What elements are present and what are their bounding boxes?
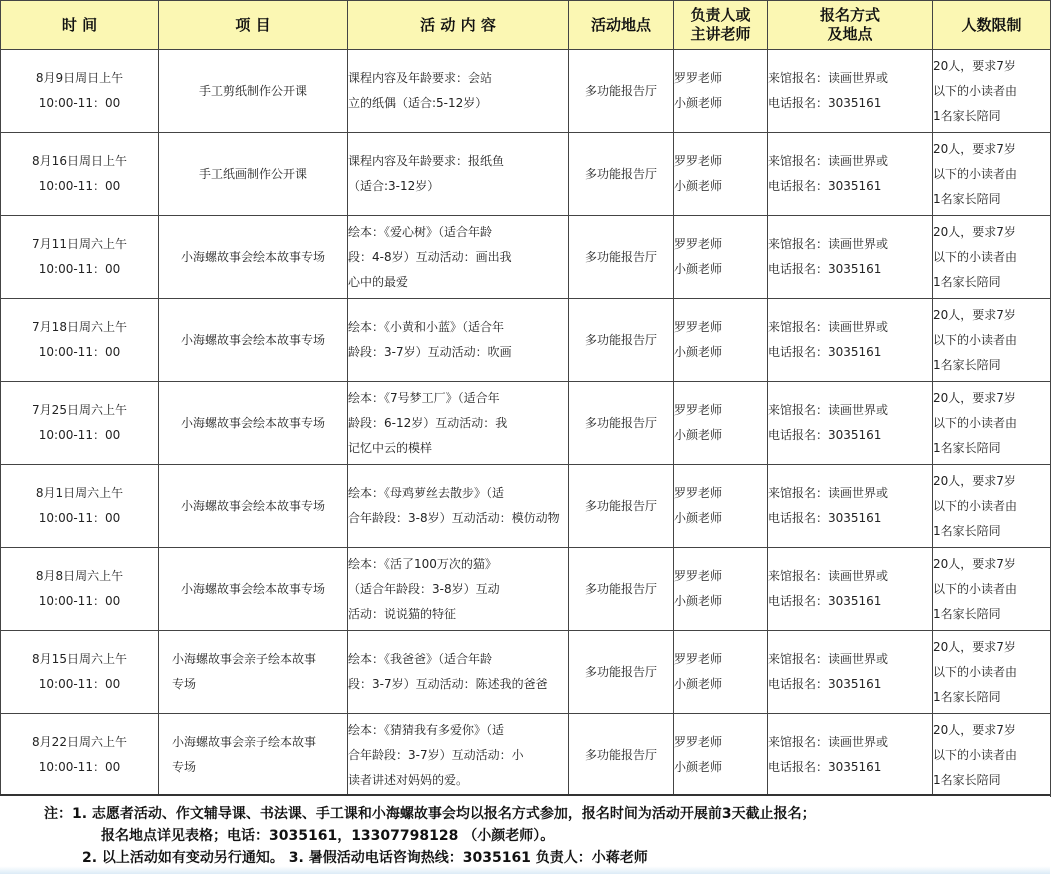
- cell-time-line: 10:00-11：00: [38, 594, 121, 608]
- cell-place: 多功能报告厅: [569, 631, 674, 714]
- cell-item: [159, 631, 348, 714]
- cell-content-line: 段：3-7岁）互动活动：陈述我: [348, 677, 512, 691]
- table-row: [1, 299, 1051, 382]
- cell-teacher: [674, 133, 768, 216]
- header-time: 时 间: [1, 1, 159, 50]
- cell-content-line: 龄段：6-12岁）互动活动：我: [348, 415, 508, 430]
- cell-time-line: 10:00-11：00: [38, 179, 121, 193]
- cell-content-line: 龄段：3-7岁）互动活动：吹画: [348, 345, 512, 359]
- cell-content: [348, 299, 569, 382]
- cell-content-line: 绘本：《爱心树》（适合年龄: [348, 224, 493, 239]
- cell-teacher-line: 小颜老师: [674, 179, 723, 193]
- cell-time-line: 8月9日周日上午: [35, 71, 124, 85]
- cell-content: [348, 465, 569, 548]
- cell-time-line: 10:00-11：00: [38, 262, 121, 276]
- cell-item: [159, 216, 348, 299]
- cell-teacher: [674, 548, 768, 631]
- cell-teacher: [674, 714, 768, 797]
- header-place: 活动地点: [569, 1, 674, 50]
- cell-signup: [768, 50, 933, 133]
- cell-content-line: （适合年龄段：3-8岁）互动: [348, 581, 500, 596]
- cell-limit-line: 20人，要求7岁: [933, 307, 1016, 322]
- cell-limit-line: 20人，要求7岁: [933, 58, 1016, 73]
- header-signup-line1: 报名方式: [819, 6, 880, 24]
- cell-time-line: 10:00-11：00: [38, 511, 121, 525]
- cell-teacher: [674, 631, 768, 714]
- cell-limit-line: 以下的小读者由: [933, 664, 1018, 679]
- cell-signup: [768, 714, 933, 797]
- cell-place: 多功能报告厅: [569, 548, 674, 631]
- cell-content-line: 绘本：《猜猜我有多爱你》（适: [348, 722, 505, 737]
- cell-place: 多功能报告厅: [569, 465, 674, 548]
- cell-content: [348, 382, 569, 465]
- cell-signup-line: 电话报名：3035161: [768, 345, 882, 359]
- table-row: [1, 50, 1051, 133]
- cell-item-line: 专场: [172, 677, 197, 691]
- cell-limit: [933, 465, 1051, 548]
- cell-signup-line: 来馆报名：读画世界或: [768, 154, 889, 168]
- cell-content: [348, 216, 569, 299]
- cell-teacher-line: 小颜老师: [674, 96, 723, 110]
- cell-time-line: 10:00-11：00: [38, 760, 121, 774]
- header-signup-line2: 及地点: [827, 25, 873, 43]
- cell-teacher: [674, 299, 768, 382]
- cell-limit-line: 1名家长陪同: [933, 523, 1001, 538]
- cell-item: [159, 382, 348, 465]
- cell-signup-line: 电话报名：3035161: [768, 594, 882, 608]
- cell-place: 多功能报告厅: [569, 216, 674, 299]
- cell-limit-line: 20人，要求7岁: [933, 639, 1016, 654]
- cell-item-line: 小海螺故事会亲子绘本故事: [172, 735, 317, 749]
- cell-limit-line: 20人，要求7岁: [933, 473, 1016, 488]
- cell-limit-line: 以下的小读者由: [933, 332, 1018, 347]
- table-row: [1, 465, 1051, 548]
- cell-teacher-line: 小颜老师: [674, 511, 723, 525]
- cell-time-line: 8月16日周日上午: [32, 154, 127, 168]
- cell-signup-line: 电话报名：3035161: [768, 428, 882, 442]
- cell-limit-line: 以下的小读者由: [933, 249, 1018, 264]
- cell-limit: [933, 133, 1051, 216]
- cell-teacher-line: 小颜老师: [674, 677, 723, 691]
- cell-teacher: [674, 50, 768, 133]
- cell-limit-line: 1名家长陪同: [933, 689, 1001, 704]
- cell-content-line: 合年龄段：3-7岁）互动活动：小: [348, 747, 524, 762]
- cell-content-line: 的爸爸: [511, 677, 548, 691]
- cell-limit-line: 1名家长陪同: [933, 357, 1001, 372]
- cell-limit-line: 以下的小读者由: [933, 83, 1018, 98]
- cell-signup-line: 电话报名：3035161: [768, 760, 882, 774]
- cell-time-line: 8月15日周六上午: [32, 652, 127, 666]
- cell-limit-line: 1名家长陪同: [933, 606, 1001, 621]
- cell-content-line: 课程内容及年龄要求：报纸鱼: [348, 154, 505, 168]
- table-row: [1, 382, 1051, 465]
- cell-signup-line: 来馆报名：读画世界或: [768, 735, 889, 749]
- cell-limit-line: 20人，要求7岁: [933, 141, 1016, 156]
- cell-limit: [933, 714, 1051, 797]
- cell-content: [348, 548, 569, 631]
- cell-content-line: 活动：说说猫的特征: [348, 606, 457, 621]
- cell-content-line: 绘本：《我爸爸》（适合年龄: [348, 652, 493, 666]
- note-line-3: 2. 以上活动如有变动另行通知。 3. 暑假活动电话咨询热线：3035161 负责人：小蒋老师: [82, 850, 648, 866]
- cell-limit-line: 1名家长陪同: [933, 440, 1001, 455]
- cell-time: [1, 50, 159, 133]
- header-item: 项 目: [159, 1, 348, 50]
- cell-item-line: 专场: [172, 760, 197, 774]
- cell-signup-line: 来馆报名：读画世界或: [768, 71, 889, 85]
- cell-time-line: 10:00-11：00: [38, 428, 121, 442]
- cell-item: [159, 465, 348, 548]
- cell-teacher-line: 小颜老师: [674, 262, 723, 276]
- cell-teacher-line: 小颜老师: [674, 345, 723, 359]
- cell-limit: [933, 50, 1051, 133]
- cell-signup-line: 电话报名：3035161: [768, 511, 882, 525]
- cell-item-line: 小海螺故事会绘本故事专场: [180, 415, 325, 430]
- cell-teacher: [674, 465, 768, 548]
- cell-place: 多功能报告厅: [569, 714, 674, 797]
- cell-content-line: 立的纸偶（适合:5-12岁）: [348, 96, 488, 110]
- cell-content-line: 绘本：《母鸡萝丝去散步》（适: [348, 486, 505, 500]
- cell-limit-line: 1名家长陪同: [933, 274, 1001, 289]
- cell-signup-line: 电话报名：3035161: [768, 96, 882, 110]
- cell-signup: [768, 133, 933, 216]
- cell-limit: [933, 382, 1051, 465]
- cell-teacher-line: 罗罗老师: [674, 652, 723, 666]
- cell-limit: [933, 299, 1051, 382]
- cell-teacher-line: 小颜老师: [674, 428, 723, 442]
- cell-limit-line: 20人，要求7岁: [933, 224, 1016, 239]
- cell-teacher-line: 罗罗老师: [674, 71, 723, 85]
- cell-content-line: 模仿动物: [511, 511, 560, 525]
- cell-time: [1, 299, 159, 382]
- cell-time: [1, 216, 159, 299]
- cell-teacher-line: 小颜老师: [674, 760, 723, 774]
- cell-teacher-line: 罗罗老师: [674, 154, 723, 168]
- cell-time-line: 8月8日周六上午: [35, 569, 124, 583]
- cell-content-line: 读者讲述对妈妈的爱。: [348, 772, 469, 787]
- table-row: [1, 133, 1051, 216]
- cell-signup: [768, 548, 933, 631]
- cell-signup: [768, 216, 933, 299]
- cell-limit-line: 20人，要求7岁: [933, 556, 1016, 571]
- cell-content: [348, 631, 569, 714]
- cell-teacher-line: 罗罗老师: [674, 320, 723, 334]
- cell-place: 多功能报告厅: [569, 50, 674, 133]
- cell-time-line: 7月25日周六上午: [32, 403, 127, 417]
- cell-time: [1, 465, 159, 548]
- notes-section: [0, 794, 1050, 874]
- cell-limit-line: 以下的小读者由: [933, 498, 1018, 513]
- cell-time: [1, 382, 159, 465]
- cell-signup-line: 电话报名：3035161: [768, 179, 882, 193]
- cell-teacher-line: 罗罗老师: [674, 735, 723, 749]
- header-teacher: [674, 1, 768, 50]
- header-signup: [768, 1, 933, 50]
- cell-limit-line: 以下的小读者由: [933, 166, 1018, 181]
- cell-signup-line: 来馆报名：读画世界或: [768, 403, 889, 417]
- table-header-row: [1, 1, 1051, 50]
- cell-teacher-line: 罗罗老师: [674, 486, 723, 500]
- cell-time: [1, 548, 159, 631]
- cell-limit: [933, 631, 1051, 714]
- cell-item-line: 小海螺故事会绘本故事专场: [180, 249, 325, 264]
- cell-teacher-line: 罗罗老师: [674, 237, 723, 251]
- cell-place: 多功能报告厅: [569, 382, 674, 465]
- cell-item: [159, 548, 348, 631]
- cell-signup-line: 电话报名：3035161: [768, 677, 882, 691]
- cell-content-line: 绘本：《7号梦工厂》（适合年: [348, 390, 500, 405]
- cell-limit: [933, 216, 1051, 299]
- cell-signup-line: 来馆报名：读画世界或: [768, 569, 889, 583]
- cell-item: [159, 299, 348, 382]
- cell-item-line: 手工剪纸制作公开课: [198, 83, 307, 98]
- cell-limit-line: 以下的小读者由: [933, 747, 1018, 762]
- cell-time: [1, 631, 159, 714]
- cell-time-line: 8月1日周六上午: [35, 486, 124, 500]
- cell-teacher-line: 罗罗老师: [674, 403, 723, 417]
- cell-time: [1, 133, 159, 216]
- cell-item-line: 小海螺故事会亲子绘本故事: [172, 652, 317, 666]
- cell-item: [159, 714, 348, 797]
- cell-teacher-line: 小颜老师: [674, 594, 723, 608]
- cell-time-line: 8月22日周六上午: [32, 735, 127, 749]
- cell-signup-line: 来馆报名：读画世界或: [768, 320, 889, 334]
- cell-content: [348, 50, 569, 133]
- cell-time-line: 10:00-11：00: [38, 345, 121, 359]
- cell-signup-line: 来馆报名：读画世界或: [768, 652, 889, 666]
- cell-teacher: [674, 216, 768, 299]
- table-row: [1, 714, 1051, 797]
- cell-content-line: 记忆中云的模样: [348, 440, 433, 455]
- cell-limit-line: 1名家长陪同: [933, 772, 1001, 787]
- cell-content: [348, 133, 569, 216]
- header-teacher-line1: 负责人或: [690, 6, 751, 24]
- cell-item-line: 小海螺故事会绘本故事专场: [180, 332, 325, 347]
- cell-content-line: 心中的最爱: [348, 274, 409, 289]
- cell-content-line: 课程内容及年龄要求：会站: [348, 71, 493, 85]
- table-row: [1, 548, 1051, 631]
- cell-content-line: （适合:3-12岁）: [348, 179, 440, 193]
- cell-content-line: 绘本：《活了100万次的猫》: [348, 556, 497, 571]
- table-row: [1, 631, 1051, 714]
- cell-limit-line: 以下的小读者由: [933, 581, 1018, 596]
- cell-time-line: 7月11日周六上午: [32, 237, 127, 251]
- cell-limit-line: 以下的小读者由: [933, 415, 1018, 430]
- cell-teacher-line: 罗罗老师: [674, 569, 723, 583]
- cell-content: [348, 714, 569, 797]
- cell-signup: [768, 465, 933, 548]
- note-line-2: 报名地点详见表格；电话：3035161，13307798128 （小颜老师）。: [101, 828, 555, 844]
- cell-signup: [768, 631, 933, 714]
- header-teacher-line2: 主讲老师: [690, 25, 751, 43]
- cell-limit-line: 20人，要求7岁: [933, 722, 1016, 737]
- cell-place: 多功能报告厅: [569, 299, 674, 382]
- cell-time-line: 7月18日周六上午: [32, 320, 127, 334]
- cell-item-line: 小海螺故事会绘本故事专场: [180, 498, 325, 513]
- cell-content-line: 段：4-8岁）互动活动：画出我: [348, 249, 512, 264]
- cell-signup-line: 来馆报名：读画世界或: [768, 486, 889, 500]
- cell-item-line: 小海螺故事会绘本故事专场: [180, 581, 325, 596]
- cell-signup: [768, 382, 933, 465]
- cell-limit: [933, 548, 1051, 631]
- cell-item: [159, 50, 348, 133]
- cell-limit-line: 1名家长陪同: [933, 108, 1001, 123]
- cell-time: [1, 714, 159, 797]
- note-line-1: 注：1. 志愿者活动、作文辅导课、书法课、手工课和小海螺故事会均以报名方式参加，报名时间为活动开展前3天截止报名；: [44, 806, 816, 822]
- cell-place: 多功能报告厅: [569, 133, 674, 216]
- header-limit: 人数限制: [933, 1, 1051, 50]
- cell-time-line: 10:00-11：00: [38, 96, 121, 110]
- header-content: 活 动 内 容: [348, 1, 569, 50]
- cell-content-line: 合年龄段：3-8岁）互动活动：: [348, 511, 512, 525]
- cell-signup-line: 来馆报名：读画世界或: [768, 237, 889, 251]
- cell-limit-line: 20人，要求7岁: [933, 390, 1016, 405]
- cell-signup: [768, 299, 933, 382]
- table-row: [1, 216, 1051, 299]
- cell-item-line: 手工纸画制作公开课: [198, 166, 307, 181]
- cell-limit-line: 1名家长陪同: [933, 191, 1001, 206]
- cell-signup-line: 电话报名：3035161: [768, 262, 882, 276]
- cell-teacher: [674, 382, 768, 465]
- cell-content-line: 绘本：《小黄和小蓝》（适合年: [348, 320, 505, 334]
- cell-item: [159, 133, 348, 216]
- cell-time-line: 10:00-11：00: [38, 677, 121, 691]
